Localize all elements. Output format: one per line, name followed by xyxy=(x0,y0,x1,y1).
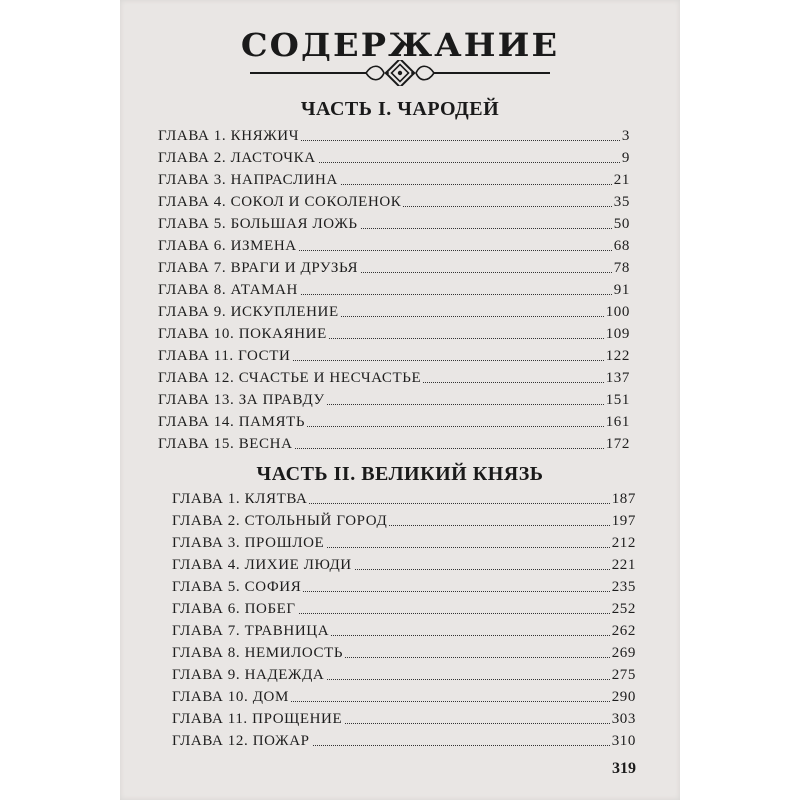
chapter-title: ГЛАВА 11. ГОСТИ xyxy=(158,345,292,367)
chapter-page-number: 68 xyxy=(612,235,630,257)
chapter-page-number: 151 xyxy=(604,389,630,411)
chapter-page-number: 235 xyxy=(610,576,636,598)
chapter-page-number: 269 xyxy=(610,642,636,664)
chapter-title: ГЛАВА 11. ПРОЩЕНИЕ xyxy=(172,708,344,730)
chapter-title: ГЛАВА 6. ИЗМЕНА xyxy=(158,235,299,257)
toc-entry xyxy=(120,664,680,686)
toc-entry xyxy=(120,576,680,598)
chapter-page-number: 262 xyxy=(610,620,636,642)
part-1-heading: ЧАСТЬ I. ЧАРОДЕЙ xyxy=(300,98,500,120)
chapter-page-number: 35 xyxy=(612,191,630,213)
toc-entry xyxy=(120,367,680,389)
chapter-title: ГЛАВА 12. ПОЖАР xyxy=(172,730,312,752)
toc-entry xyxy=(120,323,680,345)
toc-entry xyxy=(120,433,680,455)
toc-entry xyxy=(120,730,680,752)
toc-entry xyxy=(120,642,680,664)
part-1-chapter-list xyxy=(120,125,680,455)
chapter-title: ГЛАВА 15. ВЕСНА xyxy=(158,433,295,455)
chapter-title: ГЛАВА 8. АТАМАН xyxy=(158,279,300,301)
chapter-page-number: 122 xyxy=(604,345,630,367)
chapter-page-number: 137 xyxy=(604,367,630,389)
chapter-page-number: 290 xyxy=(610,686,636,708)
chapter-page-number: 161 xyxy=(604,411,630,433)
chapter-page-number: 9 xyxy=(620,147,630,169)
toc-entry xyxy=(120,554,680,576)
toc-entry xyxy=(120,169,680,191)
toc-entry xyxy=(120,191,680,213)
part-2-chapter-list xyxy=(120,488,680,752)
chapter-title: ГЛАВА 8. НЕМИЛОСТЬ xyxy=(172,642,345,664)
part-2-heading: ЧАСТЬ II. ВЕЛИКИЙ КНЯЗЬ xyxy=(256,463,544,485)
chapter-page-number: 212 xyxy=(610,532,636,554)
toc-entry xyxy=(120,411,680,433)
chapter-title: ГЛАВА 4. ЛИХИЕ ЛЮДИ xyxy=(172,554,354,576)
chapter-page-number: 187 xyxy=(610,488,636,510)
chapter-title: ГЛАВА 3. ПРОШЛОЕ xyxy=(172,532,326,554)
chapter-title: ГЛАВА 2. СТОЛЬНЫЙ ГОРОД xyxy=(172,510,389,532)
chapter-title: ГЛАВА 13. ЗА ПРАВДУ xyxy=(158,389,327,411)
toc-entry xyxy=(120,510,680,532)
chapter-title: ГЛАВА 7. ТРАВНИЦА xyxy=(172,620,331,642)
chapter-page-number: 197 xyxy=(610,510,636,532)
chapter-page-number: 91 xyxy=(612,279,630,301)
chapter-title: ГЛАВА 2. ЛАСТОЧКА xyxy=(158,147,318,169)
toc-entry xyxy=(120,345,680,367)
chapter-page-number: 221 xyxy=(610,554,636,576)
chapter-page-number: 3 xyxy=(620,125,630,147)
chapter-page-number: 50 xyxy=(612,213,630,235)
chapter-title: ГЛАВА 3. НАПРАСЛИНА xyxy=(158,169,340,191)
chapter-title: ГЛАВА 9. НАДЕЖДА xyxy=(172,664,326,686)
toc-entry xyxy=(120,620,680,642)
chapter-page-number: 275 xyxy=(610,664,636,686)
chapter-page-number: 303 xyxy=(610,708,636,730)
chapter-title: ГЛАВА 12. СЧАСТЬЕ И НЕСЧАСТЬЕ xyxy=(158,367,423,389)
chapter-page-number: 252 xyxy=(610,598,636,620)
chapter-title: ГЛАВА 7. ВРАГИ И ДРУЗЬЯ xyxy=(158,257,360,279)
toc-entry xyxy=(120,279,680,301)
chapter-title: ГЛАВА 14. ПАМЯТЬ xyxy=(158,411,307,433)
chapter-title: ГЛАВА 5. БОЛЬШАЯ ЛОЖЬ xyxy=(158,213,360,235)
chapter-page-number: 310 xyxy=(610,730,636,752)
toc-entry xyxy=(120,598,680,620)
chapter-page-number: 21 xyxy=(612,169,630,191)
chapter-title: ГЛАВА 10. ПОКАЯНИЕ xyxy=(158,323,329,345)
toc-entry xyxy=(120,235,680,257)
chapter-title: ГЛАВА 6. ПОБЕГ xyxy=(172,598,298,620)
chapter-title: ГЛАВА 4. СОКОЛ И СОКОЛЕНОК xyxy=(158,191,403,213)
toc-entry xyxy=(120,125,680,147)
page-number: 319 xyxy=(612,760,636,777)
ornament-divider-icon xyxy=(248,60,552,86)
toc-entry xyxy=(120,389,680,411)
chapter-page-number: 78 xyxy=(612,257,630,279)
toc-entry xyxy=(120,301,680,323)
toc-entry xyxy=(120,257,680,279)
toc-entry xyxy=(120,532,680,554)
chapter-title: ГЛАВА 1. КЛЯТВА xyxy=(172,488,309,510)
toc-entry xyxy=(120,147,680,169)
chapter-title: ГЛАВА 5. СОФИЯ xyxy=(172,576,303,598)
toc-entry xyxy=(120,213,680,235)
chapter-page-number: 109 xyxy=(604,323,630,345)
chapter-page-number: 172 xyxy=(604,433,630,455)
toc-entry xyxy=(120,488,680,510)
chapter-title: ГЛАВА 9. ИСКУПЛЕНИЕ xyxy=(158,301,341,323)
chapter-page-number: 100 xyxy=(604,301,630,323)
toc-entry xyxy=(120,708,680,730)
toc-entry xyxy=(120,686,680,708)
page-title: СОДЕРЖАНИЕ xyxy=(240,26,560,64)
chapter-title: ГЛАВА 1. КНЯЖИЧ xyxy=(158,125,301,147)
book-page xyxy=(120,0,680,800)
chapter-title: ГЛАВА 10. ДОМ xyxy=(172,686,291,708)
